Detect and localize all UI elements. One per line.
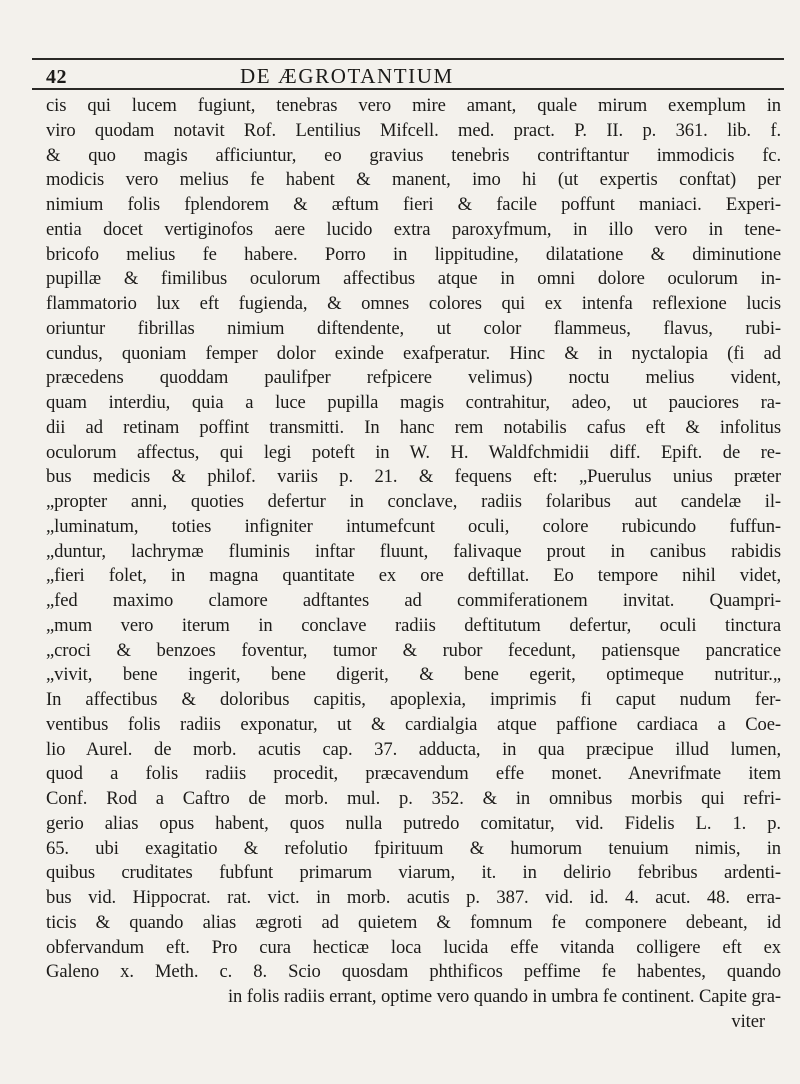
text-line: modicis vero melius fe habent & manent, imo hi (ut expertis conftat) per [46,169,781,191]
text-line: entia docet vertiginofos aere lucido extra paroxyfmum, in illo vero in tene- [46,218,781,240]
running-head: DE ÆGROTANTIUM [240,64,454,88]
text-line: pupillæ & fimilibus oculorum affectibus atque in omni dolore oculorum in- [46,268,781,290]
text-line: quam interdiu, quia a luce pupilla magis contrahitur, adeo, ut pauciores ra- [46,392,781,413]
text-line: bus medicis & philof. variis p. 21. & fequens eft: „Puerulus unius præter [46,466,781,488]
text-line: „fieri folet, in magna quantitate ex ore deftillat. Eo tempore nihil videt, [46,565,781,587]
text-line: In affectibus & doloribus capitis, apoplexia, imprimis fi caput nudum fer- [46,689,781,710]
text-line: gerio alias opus habent, quos nulla putredo comitatur, vid. Fidelis L. 1. p. [46,812,781,834]
text-line: Conf. Rod a Caftro de morb. mul. p. 352. & in omnibus morbis qui refri- [46,788,781,809]
text-line: „fed maximo clamore adftantes ad commiferationem invitat. Quampri- [46,590,781,611]
text-line: nimium folis fplendorem & æftum fieri & facile poffunt maniaci. Experi- [46,194,781,215]
text-line: „luminatum, toties infigniter intumefcunt oculi, colore rubicundo fuffun- [46,515,781,537]
text-line: & quo magis afficiuntur, eo gravius tenebris contriftantur immodicis fc. [46,144,781,166]
header-rule [32,88,784,90]
text-line: præcedens quoddam paulifper refpicere velimus) noctu melius vident, [46,367,781,389]
page-header [32,60,784,90]
text-line: „mum vero iterum in conclave radiis deftitutum defertur, oculi tinctura [46,614,781,636]
text-line: cundus, quoniam femper dolor exinde exafperatur. Hinc & in nyctalopia (fi ad [46,342,781,364]
page-number: 42 [46,66,67,88]
text-line: lio Aurel. de morb. acutis cap. 37. adducta, in qua præcipue illud lumen, [46,738,781,760]
text-line: in folis radiis errant, optime vero quando in umbra fe continent. Capite gra- [227,986,781,1007]
text-line: „duntur, lachrymæ fluminis inftar fluunt, falivaque prout in canibus rabidis [46,540,781,562]
text-line: ventibus folis radiis exponatur, ut & cardialgia atque paffione cardiaca a Coe- [46,713,781,735]
text-line: quod a folis radiis procedit, præcavendum effe monet. Anevrifmate item [46,763,781,785]
text-line: flammatorio lux eft fugienda, & omnes colores qui ex intenfa reflexione lucis [46,293,781,314]
text-line: bus vid. Hippocrat. rat. vict. in morb. acutis p. 387. vid. id. 4. acut. 48. erra- [46,887,781,908]
text-line: cis qui lucem fugiunt, tenebras vero mire amant, quale mirum exemplum in [46,95,781,116]
text-line: quibus cruditates fubfunt primarum viarum, it. in delirio febribus ardenti- [46,862,781,884]
text-line: „croci & benzoes foventur, tumor & rubor fecedunt, patiensque pancratice [46,639,781,661]
text-line: 65. ubi exagitatio & refolutio fpirituum & humorum tenuium nimis, in [46,837,781,859]
text-line: viro quodam notavit Rof. Lentilius Mifcell. med. pract. P. II. p. 361. lib. f. [46,119,781,141]
body-text [46,94,781,1035]
text-line: bricofo melius fe habere. Porro in lippitudine, dilatatione & diminutione [46,243,781,265]
text-line: ticis & quando alias ægroti ad quietem & fomnum fe componere debeant, id [46,911,781,933]
text-line: dii ad retinam poffint transmitti. In hanc rem notabilis cafus eft & infolitus [46,416,781,438]
text-line: „propter anni, quoties defertur in conclave, radiis folaribus aut candelæ il- [46,491,781,512]
text-line: „vivit, bene ingerit, bene digerit, & bene egerit, optimeque nutritur.„ [46,664,781,686]
text-line: obfervandum eft. Pro cura hecticæ loca lucida effe vitanda colligere eft ex [46,936,781,958]
text-line: Galeno x. Meth. c. 8. Scio quosdam phthificos peffime fe habentes, quando [46,961,781,983]
text-line: oculorum affectus, qui legi poteft in W. H. Waldfchmidii diff. Epift. de re- [46,441,781,463]
catchword: viter [731,1010,765,1032]
text-line: oriuntur fibrillas nimium diftendente, ut color flammeus, flavus, rubi- [46,317,781,339]
